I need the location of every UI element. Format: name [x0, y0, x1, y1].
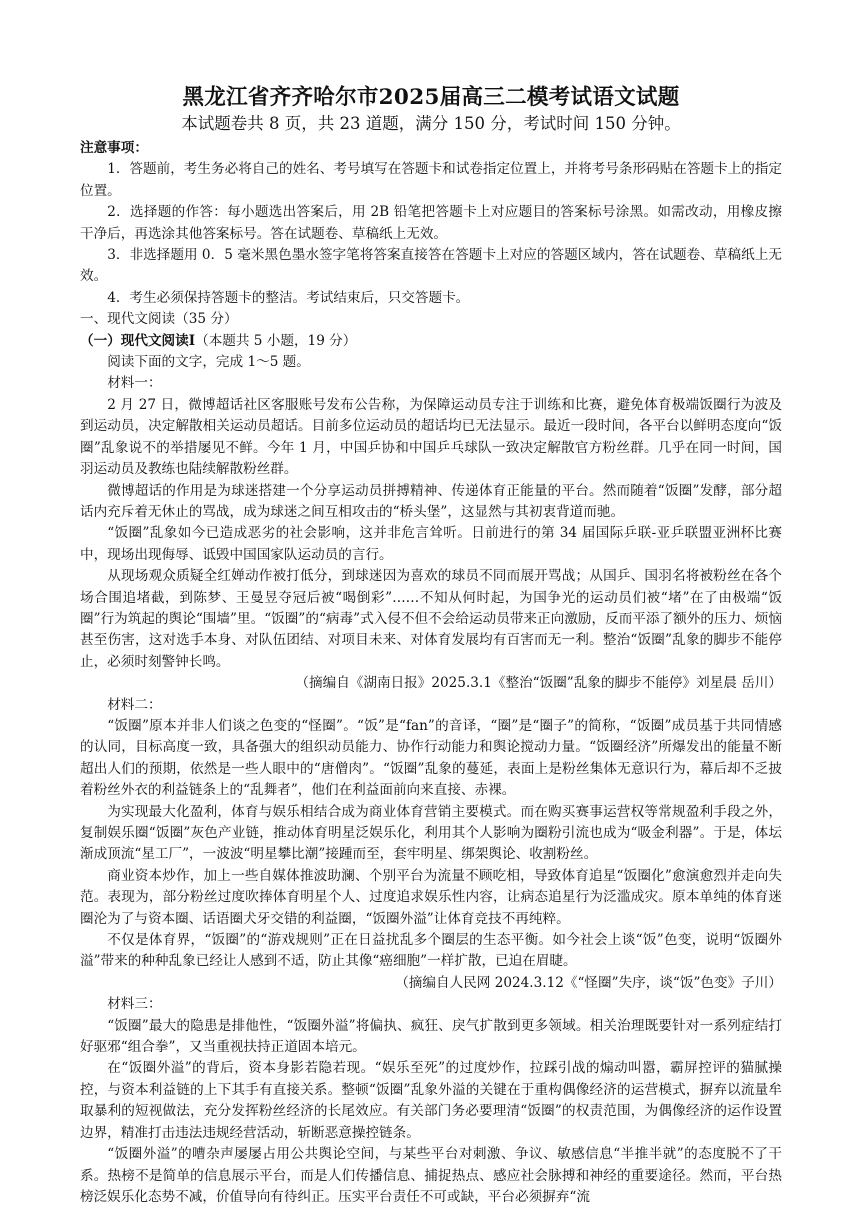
material-source: （摘编自《湖南日报》2025.3.1《整治“饭圈”乱象的脚步不能停》刘星晨 岳川）: [295, 675, 782, 692]
material-label: 材料三：: [107, 996, 162, 1013]
exam-title: 黑龙江省齐齐哈尔市2025届高三二模考试语文试题: [182, 85, 680, 110]
material-source: （摘编自人民网 2024.3.12《“怪圈”失序，谈“饭”色变》子川）: [395, 974, 782, 991]
material-label: 材料二：: [107, 696, 162, 713]
material-paragraph: 在“饭圈外溢”的背后，资本身影若隐若现。“娱乐至死”的过度炒作，拉踩引战的煽动叫嚣，霸屏控评的猫腻操控，与资本利益链的上下其手有直接关系。整顿“饭圈”乱象外溢的关键在于重构偶像经济的运营模式，摒弃以流量牟取暴利的短视做法，充分发挥粉丝经济的长尾效应。有关部门务必要理清“饭圈”的权责范围，为偶像经济的运作设置边界，精准打击违法违规经营活动，斩断恶意操控链条。: [80, 1060, 782, 1141]
material-paragraph: “饭圈”乱象如今已造成恶劣的社会影响，这并非危言耸听。日前进行的第 34 届国际乒联-亚乒联盟亚洲杯比赛中，现场出现侮辱、诋毁中国国家队运动员的言行。: [80, 525, 782, 563]
part-heading-bold: （一）现代文阅读Ⅰ: [80, 332, 196, 349]
material-paragraph: 2 月 27 日，微博超话社区客服账号发布公告称，为保障运动员专注于训练和比赛，避免体育极端饭圈行为波及到运动员，决定解散相关运动员超话。目前多位运动员的超话均已无法显示。最近一段时间，各平台以鲜明态度向“饭圈”乱象说不的举措屡见不鲜。今年 1 月，中国乒协和中国乒乓球队一致决定解散官方粉丝群。几乎在同一时间，国羽运动员及教练也陆续解散粉丝群。: [80, 396, 782, 478]
part-heading: [80, 331, 782, 352]
notice-item: 1．答题前，考生务必将自己的姓名、考号填写在答题卡和试卷指定位置上，并将考号条形码贴在答题卡上的指定位置。: [80, 161, 782, 199]
material-paragraph: “饭圈”最大的隐患是排他性，“饭圈外溢”将偏执、疯狂、戾气扩散到更多领域。相关治理既要针对一系列症结打好驱邪“组合拳”，又当重视扶持正道固本培元。: [80, 1017, 782, 1056]
material-paragraph: 商业资本炒作，加上一些自媒体推波助澜、个别平台为流量不顾吃相，导致体育追星“饭圈化”愈演愈烈并走向失范。表现为，部分粉丝过度吹捧体育明星个人、过度追求娱乐性内容，让病态追星行为泛滥成灾。原本单纯的体育迷圈沦为了与资本圈、话语圈犬牙交错的利益圈，“饭圈外溢”让体育竞技不再纯粹。: [80, 867, 782, 927]
section-heading: 一、现代文阅读（35 分）: [80, 311, 238, 328]
notice-item: 2．选择题的作答：每小题选出答案后，用 2B 铅笔把答题卡上对应题目的答案标号涂黑。如需改动，用橡皮擦干净后，再选涂其他答案标号。答在试题卷、草稿纸上无效。: [80, 204, 782, 242]
material-paragraph: “饭圈外溢”的嘈杂声屡屡占用公共舆论空间，与某些平台对刺激、争议、敏感信息“半推半就”的态度脱不了干系。热榜不是简单的信息展示平台，而是人们传播信息、捕捉热点、感应社会脉搏和神经的重要途径。然而，平台热榜泛娱乐化态势不减，价值导向有待纠正。压实平台责任不可或缺，平台必须摒弃“流: [80, 1146, 782, 1205]
part-heading-rest: （本题共 5 小题，19 分）: [195, 332, 357, 349]
material-paragraph: 不仅是体育界，“饭圈”的“游戏规则”正在日益扰乱多个圈层的生态平衡。如今社会上谈“饭”色变，说明“饭圈外溢”带来的种种乱象已经让人感到不适，防止其像“癌细胞”一样扩散，已迫在眉睫。: [80, 932, 782, 970]
material-paragraph: “饭圈”原本并非人们谈之色变的“怪圈”。“饭”是“fan”的音译，“圈”是“圈子”的简称，“饭圈”成员基于共同情感的认同，目标高度一致，具备强大的组织动员能力、协作行动能力和舆论搅动力量。“饭圈经济”所爆发出的能量不断超出人们的预期，依然是一些人眼中的“唐僧肉”。“饭圈”乱象的蔓延，表面上是粉丝集体无意识行为，幕后却不乏披着粉丝外衣的利益链条上的“乱舞者”，他们在利益面前向来直接、赤裸。: [80, 717, 782, 799]
notice-heading: 注意事项：: [80, 140, 148, 156]
material-paragraph: 为实现最大化盈利，体育与娱乐相结合成为商业体育营销主要模式。而在购买赛事运营权等常规盈利手段之外，复制娱乐圈“饭圈”灰色产业链，推动体育明星泛娱乐化，利用其个人影响为圈粉引流也成为“吸金利器”。于是，体坛渐成顶流“星工厂”，一波波“明星攀比潮”接踵而至，套牢明星、绑架舆论、收割粉丝。: [80, 803, 782, 863]
notice-item: 3．非选择题用 0．5 毫米黑色墨水签字笔将答案直接答在答题卡上对应的答题区域内，答在试题卷、草稿纸上无效。: [80, 247, 782, 285]
material-paragraph: 微博超话的作用是为球迷搭建一个分享运动员拼搏精神、传递体育正能量的平台。然而随着“饭圈”发酵，部分超话内充斥着无休止的骂战，成为球迷之间互相攻击的“桥头堡”，这显然与其初衷背道而驰。: [80, 482, 782, 520]
material-label: 材料一：: [107, 375, 162, 392]
exam-subtitle: 本试题卷共 8 页，共 23 道题，满分 150 分，考试时间 150 分钟。: [181, 114, 681, 133]
part-instruction: 阅读下面的文字，完成 1～5 题。: [107, 354, 310, 371]
material-paragraph: 从现场观众质疑全红婵动作被打低分，到球迷因为喜欢的球员不同而展开骂战；从国乒、国羽名将被粉丝在各个场合围追堵截，到陈梦、王曼昱夺冠后被“喝倒彩”……不知从何时起，为国争光的运动员们被“堵”在了由极端“饭圈”行为筑起的舆论“围墙”里。“饭圈”的“病毒”式入侵不但不会给运动员带来正向激励，反而平添了额外的压力、烦恼甚至伤害，这对选手本身、对队伍团结、对项目未来、对体育发展均有百害而无一利。整治“饭圈”乱象的脚步不能停止，必须时刻警钟长鸣。: [80, 568, 782, 670]
notice-item: 4．考生必须保持答题卡的整洁。考试结束后，只交答题卡。: [107, 289, 470, 306]
